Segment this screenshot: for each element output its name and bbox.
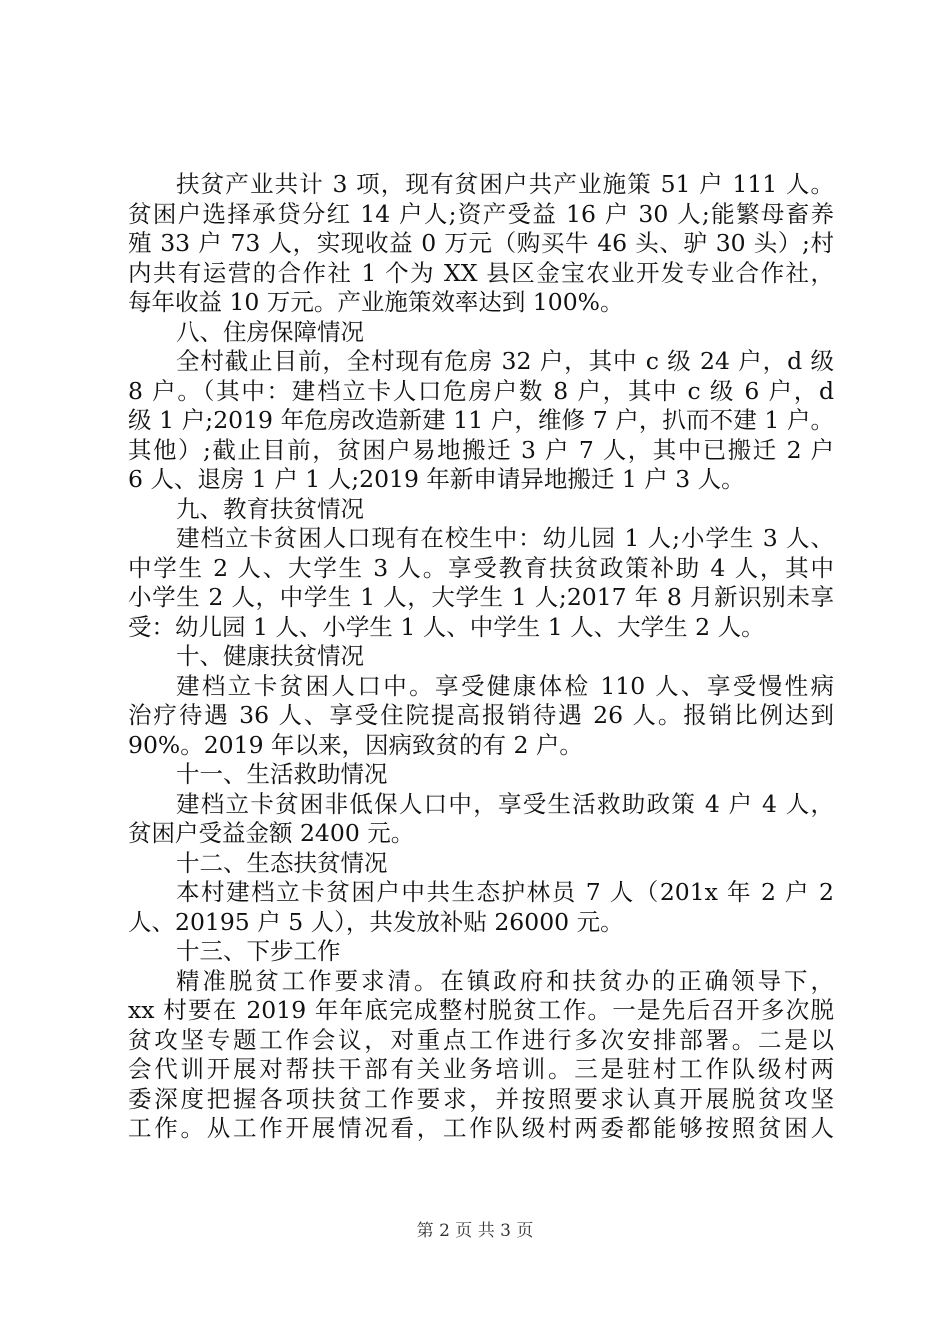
text-line: 90%。2019 年以来，因病致贫的有 2 户。 bbox=[128, 730, 583, 759]
text-line: 人、20195 户 5 人），共发放补贴 26000 元。 bbox=[128, 907, 624, 936]
text-line: 受：幼儿园 1 人、小学生 1 人、中学生 1 人、大学生 2 人。 bbox=[128, 612, 765, 641]
text-line: 建档立卡贫困非低保人口中，享受生活救助政策 4 户 4 人， bbox=[176, 789, 834, 818]
text-line: 贫困户选择承贷分红 14 户人;资产受益 16 户 30 人;能繁母畜养 bbox=[128, 199, 834, 228]
text-line: 其他）;截止目前，贫困户易地搬迁 3 户 7 人，其中已搬迁 2 户 bbox=[128, 435, 834, 464]
text-line: 殖 33 户 73 人，实现收益 0 万元（购买牛 46 头、驴 30 头）;村 bbox=[128, 229, 834, 257]
text-line: 扶贫产业共计 3 项，现有贫困户共产业施策 51 户 111 人。 bbox=[176, 170, 834, 198]
text-line: 6 人、退房 1 户 1 人;2019 年新申请异地搬迁 1 户 3 人。 bbox=[128, 465, 745, 493]
text-line: 精准脱贫工作要求清。在镇政府和扶贫办的正确领导下， bbox=[176, 966, 834, 995]
text-line: 中学生 2 人、大学生 3 人。享受教育扶贫政策补助 4 人，其中 bbox=[128, 553, 834, 582]
text-line: 十三、下步工作 bbox=[176, 937, 341, 965]
text-line: 十、健康扶贫情况 bbox=[176, 642, 364, 670]
text-line: 会代训开展对帮扶干部有关业务培训。三是驻村工作队级村两 bbox=[128, 1055, 834, 1083]
text-line: 十一、生活救助情况 bbox=[176, 760, 388, 788]
text-line: 8 户。（其中：建档立卡人口危房户数 8 户，其中 c 级 6 户，d bbox=[128, 376, 834, 405]
text-line: 小学生 2 人，中学生 1 人，大学生 1 人;2017 年 8 月新识别未享 bbox=[128, 583, 834, 611]
text-line: 八、住房保障情况 bbox=[176, 317, 364, 346]
text-line: 十二、生态扶贫情况 bbox=[176, 848, 388, 877]
body-text bbox=[128, 170, 834, 1144]
text-line: 九、教育扶贫情况 bbox=[176, 494, 364, 523]
text-line: 工作。从工作开展情况看，工作队级村两委都能够按照贫困人 bbox=[128, 1114, 834, 1142]
text-line: 贫攻坚专题工作会议，对重点工作进行多次安排部署。二是以 bbox=[128, 1025, 834, 1054]
text-line: 贫困户受益金额 2400 元。 bbox=[128, 819, 415, 847]
text-line: 建档立卡贫困人口现有在校生中：幼儿园 1 人;小学生 3 人、 bbox=[176, 524, 834, 552]
text-line: 级 1 户;2019 年危房改造新建 11 户，维修 7 户，扒而不建 1 户。 bbox=[128, 406, 834, 434]
text-line: 建档立卡贫困人口中。享受健康体检 110 人、享受慢性病 bbox=[176, 671, 834, 700]
text-line: 每年收益 10 万元。产业施策效率达到 100%。 bbox=[128, 288, 624, 316]
text-line: 委深度把握各项扶贫工作要求，并按照要求认真开展脱贫攻坚 bbox=[128, 1084, 834, 1113]
text-line: 内共有运营的合作社 1 个为 XX 县区金宝农业开发专业合作社， bbox=[128, 258, 834, 287]
text-line: 本村建档立卡贫困户中共生态护林员 7 人（201x 年 2 户 2 bbox=[176, 878, 834, 906]
text-line: 治疗待遇 36 人、享受住院提高报销待遇 26 人。报销比例达到 bbox=[128, 701, 834, 729]
page-footer: 第 2 页 共 3 页 bbox=[416, 1221, 534, 1241]
text-line: xx 村要在 2019 年年底完成整村脱贫工作。一是先后召开多次脱 bbox=[128, 996, 834, 1024]
text-line: 全村截止目前，全村现有危房 32 户，其中 c 级 24 户，d 级 bbox=[176, 347, 834, 375]
